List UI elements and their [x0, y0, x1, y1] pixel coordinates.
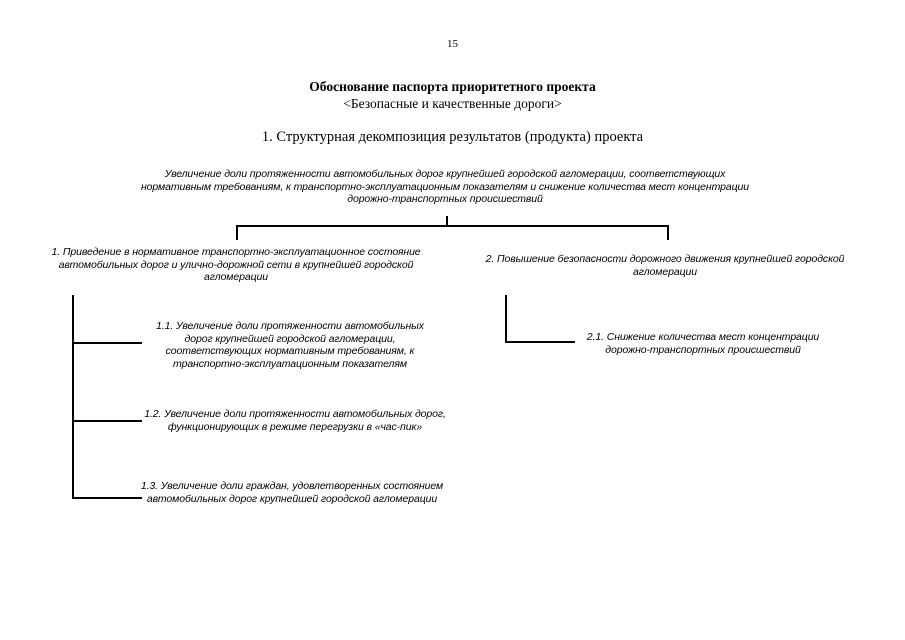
child-1-1-connector	[72, 342, 142, 344]
branch-bar	[236, 225, 669, 227]
child-1-3-node: 1.3. Увеличение доли граждан, удовлетворенных состоянием автомобильных дорог крупнейшей городской агломерации	[140, 480, 444, 505]
child-2-1-connector	[505, 341, 575, 343]
child-2-1-node: 2.1. Снижение количества мест концентрации дорожно-транспортных происшествий	[586, 331, 820, 356]
document-title: Обоснование паспорта приоритетного проекта	[309, 79, 596, 94]
child-1-3-connector	[72, 497, 142, 499]
branch-1-node: 1. Приведение в нормативное транспортно-эксплуатационное состояние автомобильных дорог и улично-дорожной сети в крупнейшей городской агломерации	[51, 246, 421, 283]
child-1-2-connector	[72, 420, 142, 422]
tree-root-node: Увеличение доли протяженности автомобильных дорог крупнейшей городской агломерации, соответствующих нормативным требованиям, к транспортно-эксплуатационным показателям и снижение количества мест концентрации дорожно-транспортных происшествий	[140, 168, 749, 205]
branch-1-spine	[72, 295, 74, 499]
branch-2-connector	[667, 225, 669, 240]
child-1-1-node: 1.1. Увеличение доли протяженности автомобильных дорог крупнейшей городской агломерации, соответствующих нормативным требованиям, к транспортно-эксплуатационным показателям	[156, 320, 424, 370]
section-heading: 1. Структурная декомпозиция результатов (продукта) проекта	[261, 129, 644, 145]
branch-2-node: 2. Повышение безопасности дорожного движения крупнейшей городской агломерации	[485, 253, 845, 278]
page-number: 15	[447, 38, 458, 50]
branch-1-connector	[236, 225, 238, 240]
child-1-2-node: 1.2. Увеличение доли протяженности автомобильных дорог, функционирующих в режиме перегрузки в «час-пик»	[144, 408, 446, 433]
branch-2-spine	[505, 295, 507, 343]
project-name: <Безопасные и качественные дороги>	[343, 96, 562, 111]
